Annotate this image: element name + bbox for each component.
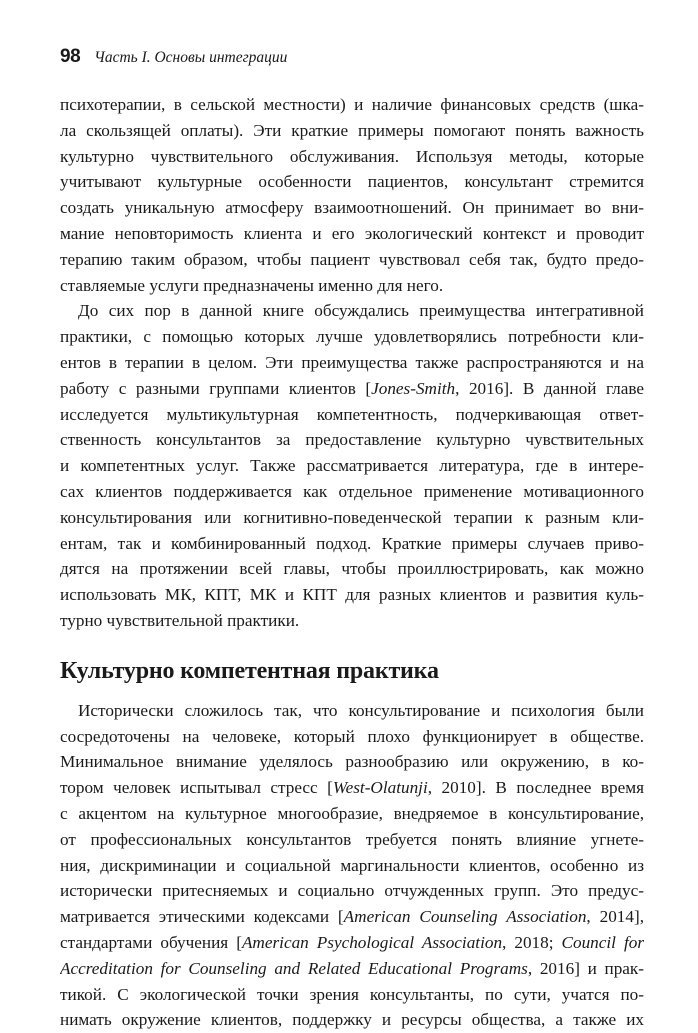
citation-author: Accreditation for Counseling and Related Educational Programs: [60, 958, 528, 978]
text-line: использовать МК, КПТ, МК и КПТ для разных клиентов и развития куль-: [60, 585, 644, 605]
text-line: ставляемые услуги предназначены именно для него.: [60, 275, 444, 295]
text-line: сосредоточены на человеке, который плохо функционирует в обществе.: [60, 726, 644, 746]
text-line: психотерапии, в сельской местности) и наличие финансовых средств (шка-: [60, 95, 644, 114]
text-line: исторически притесняемых и социально отчужденных групп. Это предус-: [60, 881, 644, 901]
paragraph-1: [60, 92, 644, 298]
section-heading: Культурно компетентная практика: [60, 657, 439, 684]
text-line: До сих пор в данной книге обсуждались преимущества интегративной: [78, 301, 644, 321]
text-line: и компетентных услуг. Также рассматривается литература, где в интере-: [60, 456, 644, 476]
text-line: дятся на протяжении всей главы, чтобы проиллюстрировать, как можно: [60, 559, 644, 579]
text-line: ла скользящей оплаты). Эти краткие примеры помогают понять важность: [60, 120, 644, 140]
paragraph-2: [60, 298, 644, 633]
text-line: терапию таким образом, чтобы пациент чувствовал себя так, будто предо-: [60, 249, 644, 269]
text-line: ния, дискриминации и социальной маргинальности клиентов, особенно из: [60, 855, 644, 875]
text-run: матривается этическими кодексами [: [60, 907, 344, 927]
text-line: Минимальное внимание уделялось разнообразию или окружению, в ко-: [60, 752, 644, 772]
text-run: , 2016]. В данной главе: [455, 378, 644, 398]
citation-author: Council for: [561, 932, 644, 952]
text-line: [60, 956, 644, 982]
text-line: нимать окружение клиентов, поддержку и ресурсы общества, а также их: [60, 1010, 644, 1030]
running-head-section: Часть I. Основы интеграции: [94, 49, 288, 66]
text-line: [60, 930, 644, 956]
text-run: тором человек испытывал стресс [: [60, 778, 333, 798]
text-run: , 2014],: [586, 907, 644, 927]
text-run: , 2010]. В последнее время: [427, 778, 644, 798]
page-number: 98: [60, 46, 81, 67]
text-line: [60, 775, 644, 801]
text-line: сах клиентов поддерживается как отдельное применение мотивационного: [60, 481, 644, 501]
citation-author: West-Olatunji: [332, 778, 428, 798]
text-line: исследуется мультикультурная компетентность, подчеркивающая ответ-: [60, 404, 644, 424]
text-line: [60, 376, 644, 402]
text-line: создать уникальную атмосферу взаимоотношений. Он принимает во вни-: [60, 198, 644, 218]
text-line: тикой. С экологической точки зрения консультанты, по сути, учатся по-: [60, 984, 644, 1004]
text-line: консультирования или когнитивно-поведенческой терапии к разным кли-: [60, 507, 644, 527]
text-line: мание неповторимость клиента и его экологический контекст и проводит: [60, 223, 644, 243]
text-line: турно чувствительной практики.: [60, 610, 300, 630]
paragraph-3: [60, 698, 644, 1033]
text-line: ственность консультантов за предоставление культурно чувствительных: [60, 430, 644, 450]
citation-author: American Counseling Association: [343, 907, 587, 927]
book-page: [60, 46, 644, 1033]
text-run: работу с разными группами клиентов [: [60, 378, 372, 398]
text-line: культурно чувствительного обслуживания. Используя методы, которые: [60, 146, 644, 166]
text-line: от профессиональных консультантов требуется понять влияние угнете-: [60, 829, 644, 849]
text-line: с акцентом на культурное многообразие, внедряемое в консультирование,: [60, 803, 644, 823]
text-run: , 2018;: [502, 932, 562, 952]
text-run: стандартами обучения [: [60, 932, 242, 952]
text-line: практики, с помощью которых лучше удовлетворялись потребности кли-: [60, 327, 644, 347]
text-run: , 2016] и прак-: [527, 958, 644, 978]
text-line: [60, 904, 644, 930]
citation-author: American Psychological Association: [241, 932, 503, 952]
text-line: Исторически сложилось так, что консультирование и психология были: [78, 700, 644, 720]
running-head: [60, 46, 644, 76]
text-line: учитывают культурные особенности пациентов, консультант стремится: [60, 172, 644, 192]
text-line: ентам, так и комбинированный подход. Краткие примеры случаев приво-: [60, 533, 644, 553]
citation-author: Jones-Smith: [371, 378, 456, 398]
text-line: ентов в терапии в целом. Эти преимущества также распространяются и на: [60, 352, 644, 372]
